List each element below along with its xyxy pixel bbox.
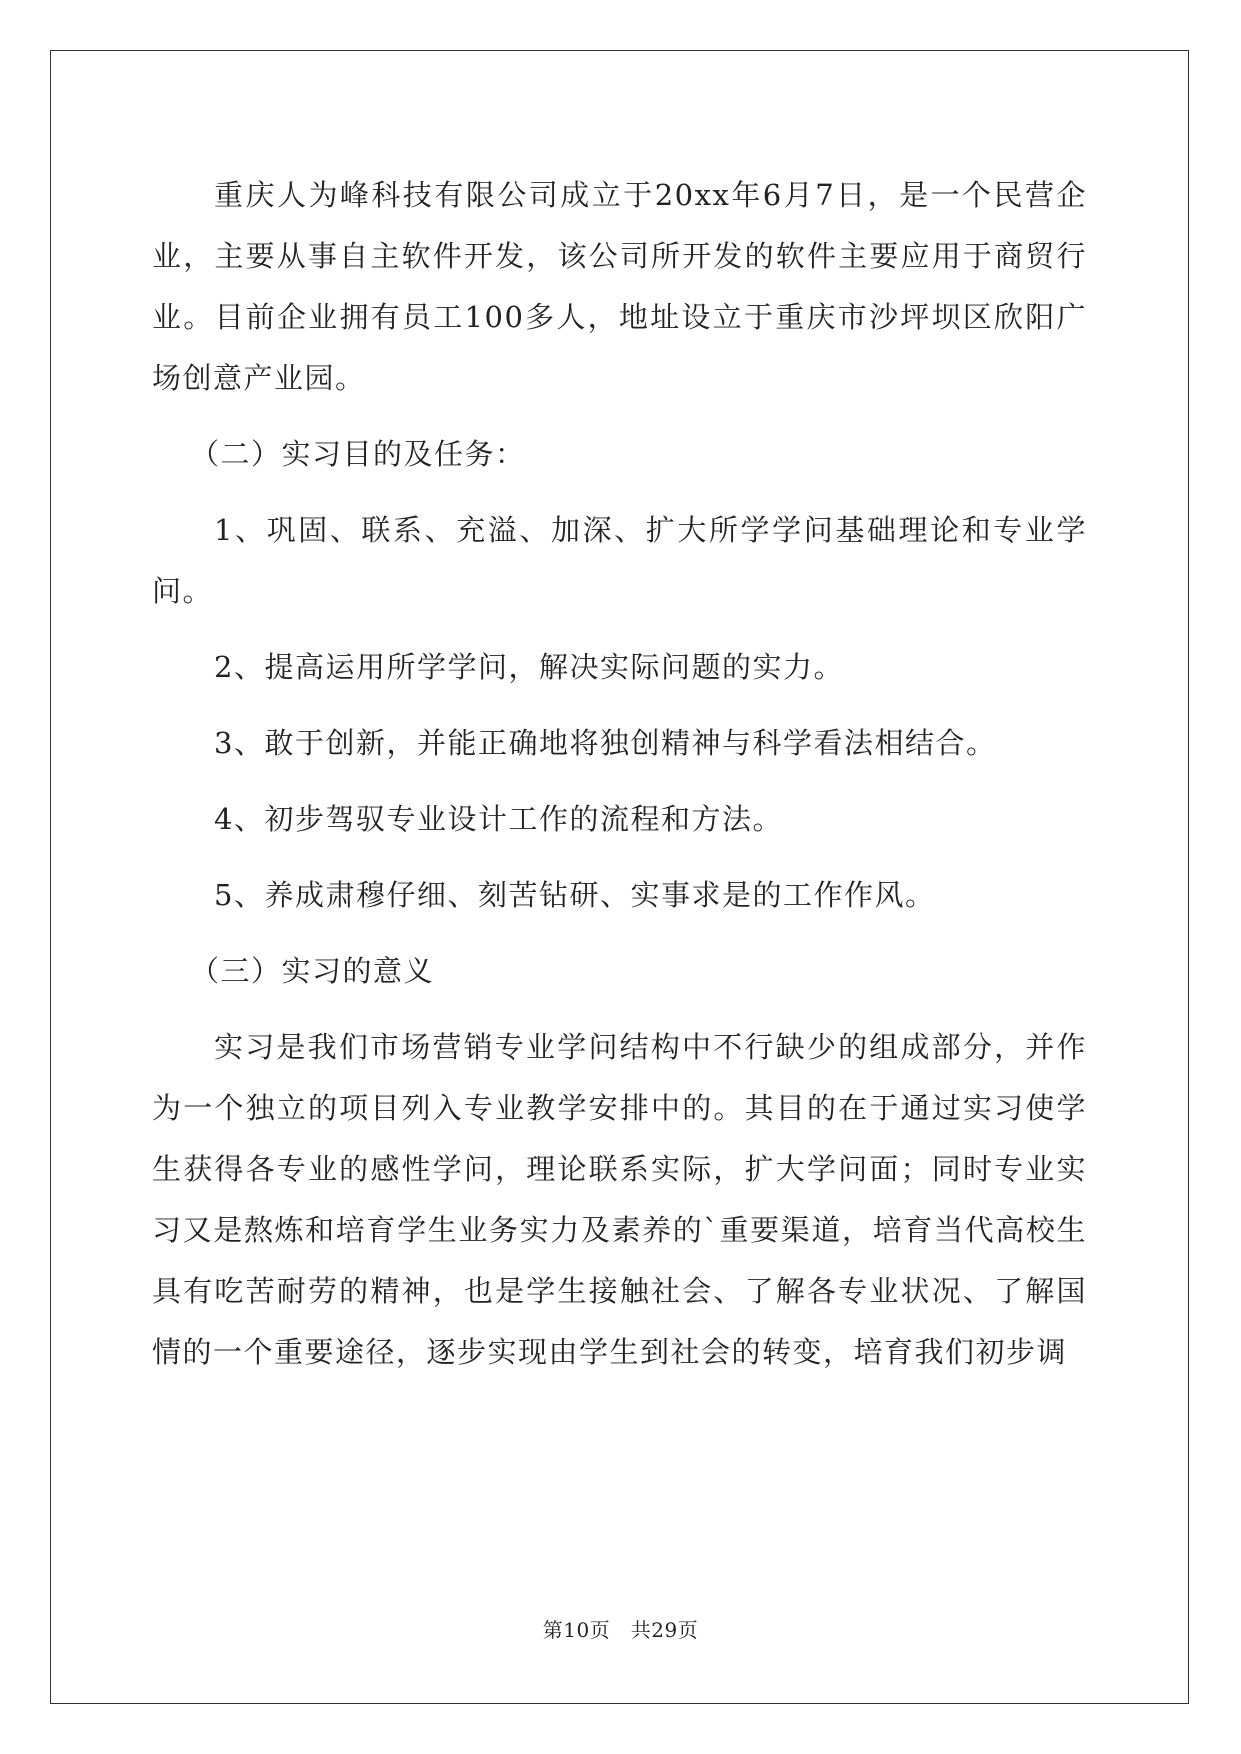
list-item: 1、巩固、联系、充溢、加深、扩大所学学问基础理论和专业学问。 (152, 513, 1087, 608)
list-item: 2、提高运用所学学问，解决实际问题的实力。 (214, 650, 844, 684)
document-body (152, 165, 1087, 1383)
list-item: 5、养成肃穆仔细、刻苦钻研、实事求是的工作作风。 (214, 878, 936, 912)
list-item: 3、敢于创新，并能正确地将独创精神与科学看法相结合。 (214, 726, 997, 760)
meaning-paragraph: 实习是我们市场营销专业学问结构中不行缺少的组成部分，并作为一个独立的项目列入专业教学安排中的。其目的在于通过实习使学生获得各专业的感性学问，理论联系实际，扩大学问面；同时专业实习又是熬炼和培育学生业务实力及素养的`重要渠道，培育当代高校生具有吃苦耐劳的精神，也是学生接触社会、了解各专业状况、了解国情的一个重要途径，逐步实现由学生到社会的转变，培育我们初步调 (152, 1030, 1087, 1369)
section-heading-meaning: （三）实习的意义 (190, 954, 435, 988)
list-item: 4、初步驾驭专业设计工作的流程和方法。 (214, 802, 783, 836)
page-number-footer: 第10页 共29页 (542, 1618, 699, 1642)
section-heading-goals: （二）实习目的及任务： (190, 437, 526, 471)
company-intro-paragraph: 重庆人为峰科技有限公司成立于20xx年6月7日，是一个民营企业，主要从事自主软件开发，该公司所开发的软件主要应用于商贸行业。目前企业拥有员工100多人，地址设立于重庆市沙坪坝区欣阳广场创意产业园。 (152, 178, 1087, 395)
